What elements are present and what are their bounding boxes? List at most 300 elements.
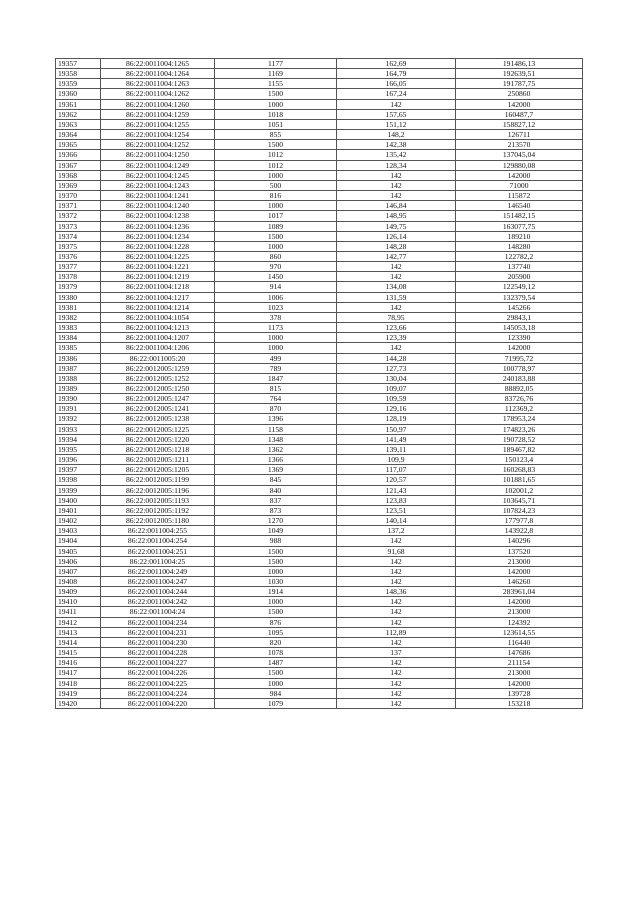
rate-cell: 142,77	[337, 251, 456, 261]
row-number-cell: 19380	[56, 292, 101, 302]
rate-cell: 144,28	[337, 353, 456, 363]
cadastral-number-cell: 86:22:0011004:1236	[101, 221, 215, 231]
table-row	[56, 597, 583, 607]
table-row	[56, 455, 583, 465]
rate-cell: 142	[337, 637, 456, 647]
area-cell: 1155	[215, 79, 337, 89]
value-cell: 158827,12	[456, 119, 583, 129]
cadastral-number-cell: 86:22:0012005:1241	[101, 404, 215, 414]
table-row	[56, 424, 583, 434]
area-cell: 1500	[215, 546, 337, 556]
area-cell: 1051	[215, 119, 337, 129]
value-cell: 189210	[456, 231, 583, 241]
value-cell: 250860	[456, 89, 583, 99]
table-row	[56, 272, 583, 282]
table-row	[56, 180, 583, 190]
area-cell: 764	[215, 394, 337, 404]
rate-cell: 123,51	[337, 505, 456, 515]
rate-cell: 121,43	[337, 485, 456, 495]
table-row	[56, 333, 583, 343]
value-cell: 123390	[456, 333, 583, 343]
cadastral-number-cell: 86:22:0011004:1263	[101, 79, 215, 89]
table-row	[56, 576, 583, 586]
row-number-cell: 19417	[56, 668, 101, 678]
value-cell: 122782,2	[456, 251, 583, 261]
row-number-cell: 19376	[56, 251, 101, 261]
value-cell: 191486,13	[456, 59, 583, 69]
area-cell: 1348	[215, 434, 337, 444]
row-number-cell: 19384	[56, 333, 101, 343]
table-row	[56, 566, 583, 576]
value-cell: 115872	[456, 191, 583, 201]
value-cell: 240183,88	[456, 373, 583, 383]
rate-cell: 130,04	[337, 373, 456, 383]
row-number-cell: 19381	[56, 302, 101, 312]
rate-cell: 120,57	[337, 475, 456, 485]
table-row	[56, 170, 583, 180]
row-number-cell: 19408	[56, 576, 101, 586]
value-cell: 192639,51	[456, 69, 583, 79]
rate-cell: 91,68	[337, 546, 456, 556]
area-cell: 1369	[215, 465, 337, 475]
area-cell: 1362	[215, 444, 337, 454]
rate-cell: 126,14	[337, 231, 456, 241]
table-row	[56, 688, 583, 698]
cadastral-number-cell: 86:22:0011005:20	[101, 353, 215, 363]
value-cell: 178953,24	[456, 414, 583, 424]
table-row	[56, 414, 583, 424]
cadastral-number-cell: 86:22:0012005:1205	[101, 465, 215, 475]
cadastral-number-cell: 86:22:0011004:1238	[101, 211, 215, 221]
row-number-cell: 19377	[56, 262, 101, 272]
cadastral-number-cell: 86:22:0012005:1211	[101, 455, 215, 465]
cadastral-number-cell: 86:22:0011004:234	[101, 617, 215, 627]
row-number-cell: 19414	[56, 637, 101, 647]
area-cell: 1500	[215, 556, 337, 566]
value-cell: 142000	[456, 170, 583, 180]
area-cell: 1914	[215, 587, 337, 597]
value-cell: 160487,7	[456, 109, 583, 119]
cadastral-number-cell: 86:22:0011004:1054	[101, 312, 215, 322]
cadastral-number-cell: 86:22:0011004:1255	[101, 119, 215, 129]
area-cell: 1018	[215, 109, 337, 119]
row-number-cell: 19402	[56, 516, 101, 526]
row-number-cell: 19412	[56, 617, 101, 627]
row-number-cell: 19368	[56, 170, 101, 180]
row-number-cell: 19403	[56, 526, 101, 536]
value-cell: 213000	[456, 556, 583, 566]
row-number-cell: 19372	[56, 211, 101, 221]
rate-cell: 137,2	[337, 526, 456, 536]
area-cell: 1000	[215, 678, 337, 688]
area-cell: 873	[215, 505, 337, 515]
rate-cell: 150,97	[337, 424, 456, 434]
rate-cell: 142	[337, 566, 456, 576]
table-row	[56, 546, 583, 556]
table-row	[56, 130, 583, 140]
table-row	[56, 109, 583, 119]
value-cell: 213000	[456, 668, 583, 678]
table-row	[56, 201, 583, 211]
row-number-cell: 19392	[56, 414, 101, 424]
cadastral-number-cell: 86:22:0011004:254	[101, 536, 215, 546]
area-cell: 1000	[215, 201, 337, 211]
row-number-cell: 19390	[56, 394, 101, 404]
row-number-cell: 19365	[56, 140, 101, 150]
table-row	[56, 384, 583, 394]
rate-cell: 142	[337, 688, 456, 698]
row-number-cell: 19400	[56, 495, 101, 505]
table-row	[56, 526, 583, 536]
rate-cell: 128,34	[337, 160, 456, 170]
rate-cell: 157,65	[337, 109, 456, 119]
row-number-cell: 19370	[56, 191, 101, 201]
row-number-cell: 19360	[56, 89, 101, 99]
cadastral-number-cell: 86:22:0011004:1206	[101, 343, 215, 353]
rate-cell: 139,11	[337, 444, 456, 454]
value-cell: 145266	[456, 302, 583, 312]
row-number-cell: 19364	[56, 130, 101, 140]
cadastral-number-cell: 86:22:0011004:1260	[101, 99, 215, 109]
cadastral-number-cell: 86:22:0011004:1213	[101, 323, 215, 333]
rate-cell: 142	[337, 597, 456, 607]
area-cell: 1500	[215, 668, 337, 678]
value-cell: 137045,04	[456, 150, 583, 160]
value-cell: 137740	[456, 262, 583, 272]
row-number-cell: 19405	[56, 546, 101, 556]
row-number-cell: 19397	[56, 465, 101, 475]
cadastral-number-cell: 86:22:0012005:1250	[101, 384, 215, 394]
table-row	[56, 221, 583, 231]
cadastral-number-cell: 86:22:0012005:1180	[101, 516, 215, 526]
rate-cell: 142	[337, 617, 456, 627]
area-cell: 1847	[215, 373, 337, 383]
area-cell: 1000	[215, 99, 337, 109]
row-number-cell: 19366	[56, 150, 101, 160]
area-cell: 1000	[215, 597, 337, 607]
rate-cell: 146,84	[337, 201, 456, 211]
area-cell: 1500	[215, 140, 337, 150]
cadastral-number-cell: 86:22:0011004:1217	[101, 292, 215, 302]
row-number-cell: 19389	[56, 384, 101, 394]
value-cell: 83726,76	[456, 394, 583, 404]
value-cell: 101881,65	[456, 475, 583, 485]
cadastral-number-cell: 86:22:0011004:242	[101, 597, 215, 607]
cadastral-number-cell: 86:22:0011004:24	[101, 607, 215, 617]
area-cell: 1000	[215, 170, 337, 180]
value-cell: 139728	[456, 688, 583, 698]
rate-cell: 123,39	[337, 333, 456, 343]
row-number-cell: 19386	[56, 353, 101, 363]
value-cell: 112369,2	[456, 404, 583, 414]
area-cell: 820	[215, 637, 337, 647]
area-cell: 1158	[215, 424, 337, 434]
cadastral-number-cell: 86:22:0012005:1193	[101, 495, 215, 505]
table-row	[56, 536, 583, 546]
table-row	[56, 475, 583, 485]
rate-cell: 123,66	[337, 323, 456, 333]
value-cell: 123614,55	[456, 627, 583, 637]
rate-cell: 137	[337, 648, 456, 658]
table-row	[56, 587, 583, 597]
row-number-cell: 19375	[56, 241, 101, 251]
cadastral-number-cell: 86:22:0011004:224	[101, 688, 215, 698]
area-cell: 1177	[215, 59, 337, 69]
table-row	[56, 668, 583, 678]
rate-cell: 151,12	[337, 119, 456, 129]
table-row	[56, 191, 583, 201]
cadastral-number-cell: 86:22:0011004:230	[101, 637, 215, 647]
cadastral-number-cell: 86:22:0011004:244	[101, 587, 215, 597]
row-number-cell: 19369	[56, 180, 101, 190]
value-cell: 142000	[456, 99, 583, 109]
table-row	[56, 312, 583, 322]
table-row	[56, 617, 583, 627]
table-row	[56, 495, 583, 505]
rate-cell: 142	[337, 678, 456, 688]
value-cell: 163077,75	[456, 221, 583, 231]
data-table	[55, 58, 583, 709]
row-number-cell: 19401	[56, 505, 101, 515]
area-cell: 984	[215, 688, 337, 698]
value-cell: 116440	[456, 637, 583, 647]
rate-cell: 148,28	[337, 241, 456, 251]
rate-cell: 166,05	[337, 79, 456, 89]
row-number-cell: 19415	[56, 648, 101, 658]
rate-cell: 142,38	[337, 140, 456, 150]
area-cell: 1169	[215, 69, 337, 79]
cadastral-number-cell: 86:22:0011004:1264	[101, 69, 215, 79]
table-row	[56, 59, 583, 69]
row-number-cell: 19385	[56, 343, 101, 353]
rate-cell: 142	[337, 302, 456, 312]
area-cell: 988	[215, 536, 337, 546]
area-cell: 1000	[215, 333, 337, 343]
area-cell: 1012	[215, 160, 337, 170]
value-cell: 29843,1	[456, 312, 583, 322]
area-cell: 1366	[215, 455, 337, 465]
table-row	[56, 485, 583, 495]
table-row	[56, 505, 583, 515]
row-number-cell: 19382	[56, 312, 101, 322]
rate-cell: 142	[337, 191, 456, 201]
cadastral-number-cell: 86:22:0011004:1259	[101, 109, 215, 119]
area-cell: 1095	[215, 627, 337, 637]
area-cell: 499	[215, 353, 337, 363]
value-cell: 132379,54	[456, 292, 583, 302]
area-cell: 914	[215, 282, 337, 292]
area-cell: 1030	[215, 576, 337, 586]
rate-cell: 142	[337, 180, 456, 190]
value-cell: 146260	[456, 576, 583, 586]
area-cell: 876	[215, 617, 337, 627]
row-number-cell: 19379	[56, 282, 101, 292]
row-number-cell: 19359	[56, 79, 101, 89]
rate-cell: 142	[337, 343, 456, 353]
rate-cell: 142	[337, 668, 456, 678]
area-cell: 1500	[215, 231, 337, 241]
cadastral-number-cell: 86:22:0011004:1245	[101, 170, 215, 180]
value-cell: 103645,71	[456, 495, 583, 505]
value-cell: 145053,18	[456, 323, 583, 333]
table-row	[56, 465, 583, 475]
cadastral-number-cell: 86:22:0011004:228	[101, 648, 215, 658]
row-number-cell: 19399	[56, 485, 101, 495]
table-row	[56, 394, 583, 404]
rate-cell: 142	[337, 576, 456, 586]
value-cell: 146540	[456, 201, 583, 211]
rate-cell: 129,16	[337, 404, 456, 414]
row-number-cell: 19416	[56, 658, 101, 668]
rate-cell: 162,69	[337, 59, 456, 69]
value-cell: 189467,82	[456, 444, 583, 454]
table-row	[56, 556, 583, 566]
value-cell: 140296	[456, 536, 583, 546]
table-row	[56, 119, 583, 129]
area-cell: 1017	[215, 211, 337, 221]
value-cell: 100778,97	[456, 363, 583, 373]
value-cell: 88892,05	[456, 384, 583, 394]
cadastral-number-cell: 86:22:0011004:225	[101, 678, 215, 688]
value-cell: 124392	[456, 617, 583, 627]
cadastral-number-cell: 86:22:0011004:226	[101, 668, 215, 678]
area-cell: 970	[215, 262, 337, 272]
table-row	[56, 648, 583, 658]
value-cell: 142000	[456, 566, 583, 576]
table-row	[56, 637, 583, 647]
area-cell: 840	[215, 485, 337, 495]
row-number-cell: 19358	[56, 69, 101, 79]
row-number-cell: 19363	[56, 119, 101, 129]
cadastral-number-cell: 86:22:0011004:231	[101, 627, 215, 637]
rate-cell: 148,95	[337, 211, 456, 221]
rate-cell: 142	[337, 658, 456, 668]
area-cell: 1173	[215, 323, 337, 333]
row-number-cell: 19357	[56, 59, 101, 69]
row-number-cell: 19391	[56, 404, 101, 414]
cadastral-number-cell: 86:22:0011004:1228	[101, 241, 215, 251]
row-number-cell: 19387	[56, 363, 101, 373]
cadastral-number-cell: 86:22:0011004:247	[101, 576, 215, 586]
area-cell: 1270	[215, 516, 337, 526]
area-cell: 1079	[215, 698, 337, 708]
rate-cell: 141,49	[337, 434, 456, 444]
row-number-cell: 19398	[56, 475, 101, 485]
table-row	[56, 79, 583, 89]
area-cell: 816	[215, 191, 337, 201]
table-row	[56, 404, 583, 414]
table-row	[56, 211, 583, 221]
area-cell: 815	[215, 384, 337, 394]
table-body	[56, 59, 583, 709]
row-number-cell: 19388	[56, 373, 101, 383]
cadastral-number-cell: 86:22:0011004:1254	[101, 130, 215, 140]
cadastral-number-cell: 86:22:0011004:249	[101, 566, 215, 576]
area-cell: 378	[215, 312, 337, 322]
rate-cell: 109,59	[337, 394, 456, 404]
row-number-cell: 19419	[56, 688, 101, 698]
value-cell: 283961,04	[456, 587, 583, 597]
rate-cell: 131,59	[337, 292, 456, 302]
cadastral-number-cell: 86:22:0012005:1199	[101, 475, 215, 485]
table-row	[56, 262, 583, 272]
cadastral-number-cell: 86:22:0011004:1221	[101, 262, 215, 272]
rate-cell: 128,19	[337, 414, 456, 424]
row-number-cell: 19367	[56, 160, 101, 170]
value-cell: 190728,52	[456, 434, 583, 444]
cadastral-number-cell: 86:22:0011004:1218	[101, 282, 215, 292]
rate-cell: 142	[337, 272, 456, 282]
table-row	[56, 140, 583, 150]
value-cell: 102001,2	[456, 485, 583, 495]
row-number-cell: 19362	[56, 109, 101, 119]
cadastral-number-cell: 86:22:0012005:1259	[101, 363, 215, 373]
value-cell: 143922,8	[456, 526, 583, 536]
area-cell: 789	[215, 363, 337, 373]
row-number-cell: 19413	[56, 627, 101, 637]
row-number-cell: 19411	[56, 607, 101, 617]
value-cell: 151482,15	[456, 211, 583, 221]
table-row	[56, 150, 583, 160]
value-cell: 211154	[456, 658, 583, 668]
cadastral-number-cell: 86:22:0011004:1214	[101, 302, 215, 312]
rate-cell: 164,79	[337, 69, 456, 79]
cadastral-number-cell: 86:22:0011004:220	[101, 698, 215, 708]
rate-cell: 142	[337, 607, 456, 617]
area-cell: 1089	[215, 221, 337, 231]
cadastral-number-cell: 86:22:0011004:1252	[101, 140, 215, 150]
table-row	[56, 251, 583, 261]
value-cell: 142000	[456, 597, 583, 607]
row-number-cell: 19395	[56, 444, 101, 454]
cadastral-number-cell: 86:22:0011004:1243	[101, 180, 215, 190]
cadastral-number-cell: 86:22:0011004:1262	[101, 89, 215, 99]
cadastral-number-cell: 86:22:0011004:255	[101, 526, 215, 536]
value-cell: 71995,72	[456, 353, 583, 363]
rate-cell: 148,2	[337, 130, 456, 140]
row-number-cell: 19394	[56, 434, 101, 444]
row-number-cell: 19410	[56, 597, 101, 607]
rate-cell: 142	[337, 262, 456, 272]
table-row	[56, 373, 583, 383]
area-cell: 1396	[215, 414, 337, 424]
area-cell: 1023	[215, 302, 337, 312]
value-cell: 147686	[456, 648, 583, 658]
value-cell: 213570	[456, 140, 583, 150]
cadastral-number-cell: 86:22:0011004:1265	[101, 59, 215, 69]
table-row	[56, 302, 583, 312]
table-row	[56, 607, 583, 617]
table-row	[56, 323, 583, 333]
cadastral-number-cell: 86:22:0011004:1240	[101, 201, 215, 211]
table-row	[56, 89, 583, 99]
row-number-cell: 19396	[56, 455, 101, 465]
rate-cell: 78,95	[337, 312, 456, 322]
table-row	[56, 292, 583, 302]
value-cell: 122549,12	[456, 282, 583, 292]
cadastral-number-cell: 86:22:0011004:1207	[101, 333, 215, 343]
area-cell: 1487	[215, 658, 337, 668]
area-cell: 1006	[215, 292, 337, 302]
table-row	[56, 99, 583, 109]
table-row	[56, 444, 583, 454]
cadastral-number-cell: 86:22:0011004:1250	[101, 150, 215, 160]
table-row	[56, 241, 583, 251]
cadastral-number-cell: 86:22:0011004:227	[101, 658, 215, 668]
value-cell: 205900	[456, 272, 583, 282]
value-cell: 213000	[456, 607, 583, 617]
row-number-cell: 19409	[56, 587, 101, 597]
